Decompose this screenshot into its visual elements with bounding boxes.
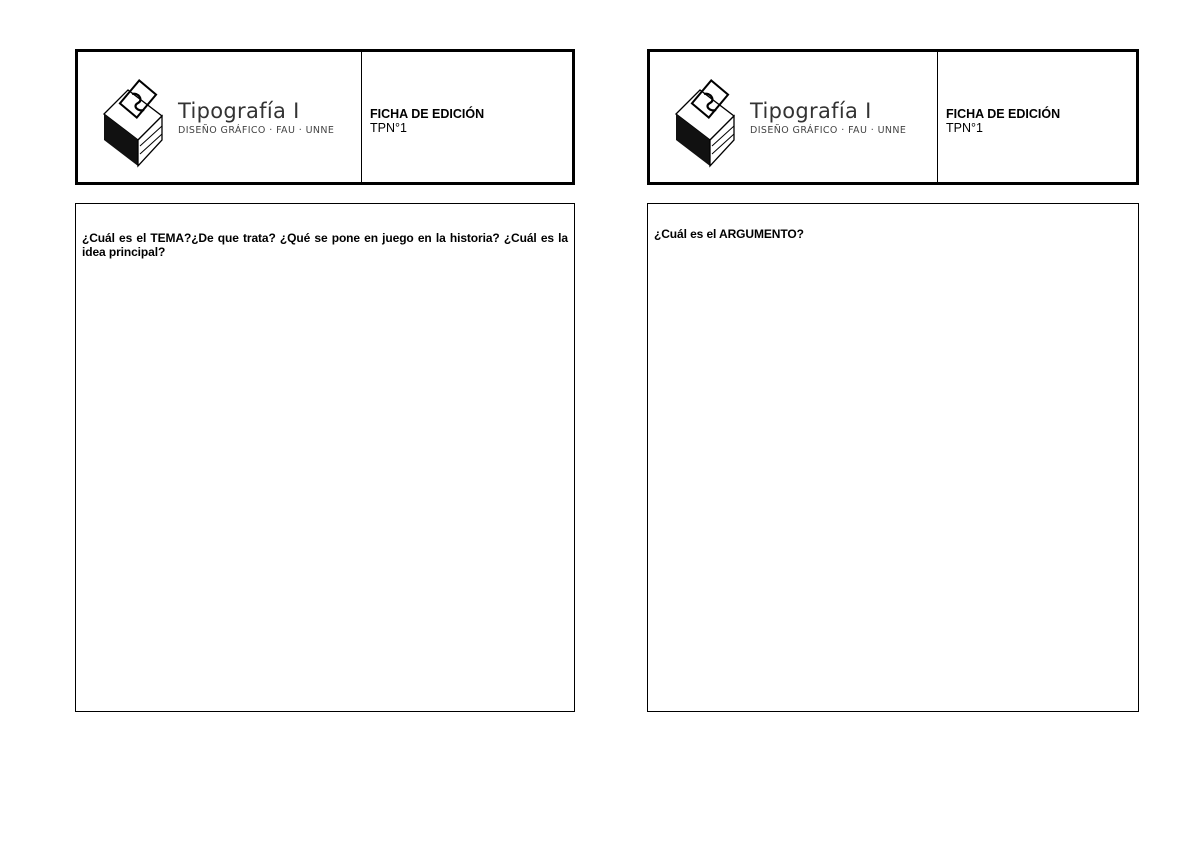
brand-subtitle: DISEÑO GRÁFICO · FAU · UNNE [178,125,335,136]
answer-box[interactable] [647,203,1139,712]
sheet-title: FICHA DE EDICIÓN [370,107,485,121]
brand-cell [650,52,938,182]
brand-title: Tipografía I [750,99,872,123]
type-block-logo-icon [674,70,736,168]
question-text: ¿Cuál es el ARGUMENTO? [654,227,804,241]
header-box [647,49,1139,185]
question-text: ¿Cuál es el TEMA?¿De que trata? ¿Qué se pone en juego en la historia? ¿Cuál es la idea principal? [82,231,568,259]
sheet-title: FICHA DE EDICIÓN [946,107,1061,121]
info-cell [362,52,572,182]
header-box [75,49,575,185]
sheet-code: TPN°1 [370,121,407,135]
answer-box[interactable] [75,203,575,712]
brand-subtitle: DISEÑO GRÁFICO · FAU · UNNE [750,125,907,136]
info-cell [938,52,1136,182]
brand-cell [78,52,362,182]
type-block-logo-icon [102,70,164,168]
sheet-code: TPN°1 [946,121,983,135]
brand-title: Tipografía I [178,99,300,123]
